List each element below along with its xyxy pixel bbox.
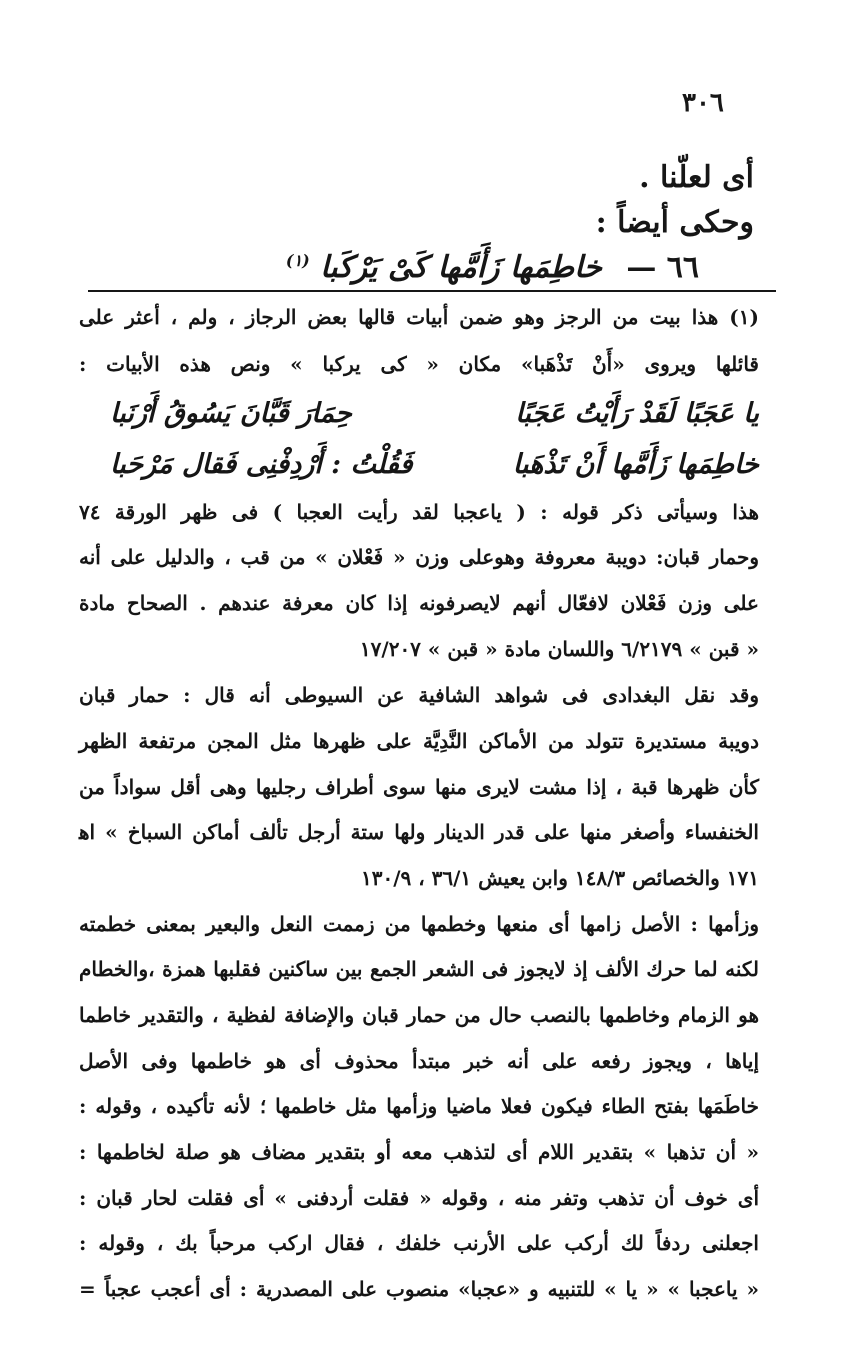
footnote-line: كأن ظهرها قبة ، إذا مشت لايرى منها سوى أطراف رجليها وهى أقل سواداً من [79,775,759,799]
footnote-line: أى خوف أن تذهب وتفر منه ، وقوله « فقلت أردفنى » أى فقلت لحار قبان : [79,1186,759,1210]
footnote-line: لكنه لما حرك الألف إذ لايجوز فى الشعر الجمع بين ساكنين فقلبها همزة ،والخطام [79,957,759,981]
poem-hemistich: فَقُلْتُ : أَرْدِفْنِى فَقال مَرْحَبا [110,449,413,480]
verse-number: ٦٦ — [626,250,699,285]
poem-hemistich: يا عَجَبًا لَقَدْ رَأَيْتُ عَجَبًا [515,398,759,429]
footnote-line: خاطَمَها بفتح الطاء فيكون فعلا ماضيا وزأمها مثل خاطمها ؛ لأنه تأكيده ، وقوله : [79,1094,759,1118]
footnote-line: وزأمها : الأصل زامها أى منعها وخطمها من زممت النعل والبعير بمعنى خطمته [79,912,759,936]
main-text-line: وحكى أيضاً : [595,205,754,240]
footnote-marker: (١) [285,251,310,270]
footnote-line: « قبن » ٦/٢١٧٩ واللسان مادة « قبن » ١٧/٢٠٧ [359,637,759,661]
page-number: ٣٠٦ [682,88,724,118]
footnote-line: وقد نقل البغدادى فى شواهد الشافية عن السيوطى أنه قال : حمار قبان [79,683,759,707]
footnote-line: (١) هذا بيت من الرجز وهو ضمن أبيات قالها بعض الرجاز ، ولم ، أعثر على [79,305,759,329]
footnote-line: هذا وسيأتى ذكر قوله : ( ياعجبا لقد رأيت العجبا ) فى ظهر الورقة ٧٤ [79,500,759,524]
footnote-line: على وزن فَعْلان لافعّال أنهم لايصرفونه إذا كان معرفة عندهم . الصحاح مادة [79,591,759,615]
footnote-line: وحمار قبان: دويبة معروفة وهوعلى وزن « فَعْلان » من قب ، والدليل على أنه [79,545,759,569]
footnote-line: اجعلنى ردفاً لك أركب على الأرنب خلفك ، فقال اركب مرحباً بك ، وقوله : [79,1231,759,1255]
footnote-line: ١٧١ والخصائص ١٤٨/٣ وابن يعيش ٣٦/١ ، ١٣٠/٩ [360,866,759,890]
footnote-line: إياها ، ويجوز رفعه على أنه خبر مبتدأ محذوف أى هو خاطمها وفى الأصل [79,1049,759,1073]
footnote-line: « أن تذهبا » بتقدير اللام أى لتذهب معه أو بتقدير مضاف هو صلة لخاطمها : [79,1140,759,1164]
main-text-line: أى لعلّنا . [639,160,754,195]
footnote-line: دويبة مستديرة تتولد من الأماكن النَّدِيَّة على ظهرها مثل المجن مرتفعة الظهر [79,729,759,753]
verse-line [286,250,699,285]
footnote-line: « ياعجبا » « يا » للتنبيه و «عجبا» منصوب على المصدرية : أى أعجب عجباً = [79,1277,759,1301]
verse-text: خاطِمَها زَأَمَّها كَىْ يَرْكَبا [320,250,602,285]
footnote-line: الخنفساء وأصغر منها على قدر الدينار ولها ستة أرجل تألف أماكن السباخ » اﻫ [79,820,759,844]
poem-hemistich: حِمَارَ قَبَّانَ يَسُوقُ أَرْنَبا [110,398,352,429]
footnote-divider [88,290,776,292]
poem-hemistich: خاطِمَها زَأَمَّها أَنْ تَذْهَبا [512,449,759,480]
footnote-line: قائلها ويروى «أَنْ تَذْهَبا» مكان « كى يركبا » ونص هذه الأبيات : [79,352,759,376]
footnote-line: هو الزمام وخاطمها بالنصب حال من حمار قبان والإضافة لفظية ، والتقدير خاطما [79,1003,759,1027]
